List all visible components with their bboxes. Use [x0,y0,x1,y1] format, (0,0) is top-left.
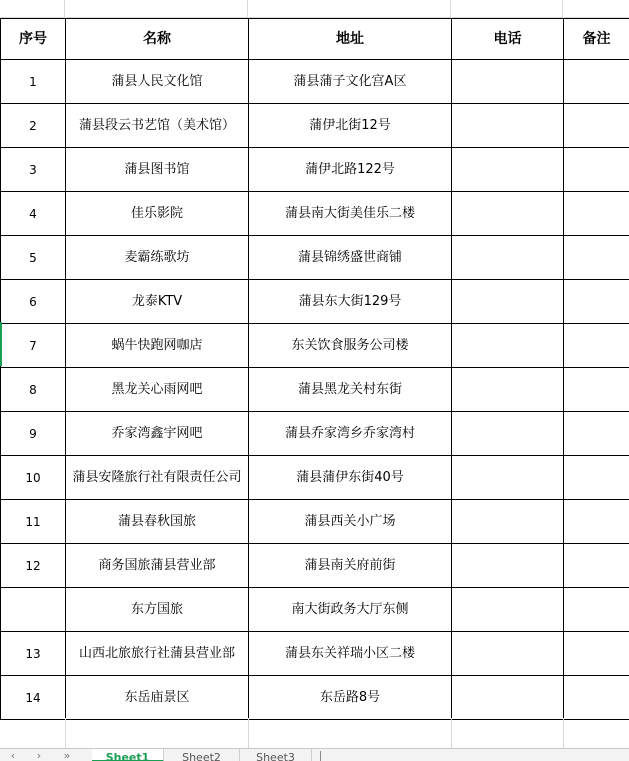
prev-sheet-icon[interactable]: ‹ [10,749,16,761]
header-cell-note[interactable]: 备注 [564,19,629,60]
table-row [1,544,629,588]
note-cell[interactable] [564,500,629,544]
address-cell[interactable]: 蒲县西关小广场 [249,500,452,544]
row-number-cell[interactable]: 12 [1,544,66,588]
sheet-tab-bar [0,748,629,761]
table-row [1,676,629,720]
address-cell[interactable]: 蒲县黑龙关村东街 [249,368,452,412]
address-cell[interactable]: 蒲县东关祥瑞小区二楼 [249,632,452,676]
note-cell[interactable] [564,60,629,104]
table-row [1,412,629,456]
phone-cell[interactable] [452,192,564,236]
note-cell[interactable] [564,588,629,632]
phone-cell[interactable] [452,676,564,720]
note-cell[interactable] [564,192,629,236]
row-selection-marker [0,322,2,366]
table-row [1,456,629,500]
name-cell[interactable]: 蒲县段云书艺馆（美术馆） [66,104,249,148]
data-table [0,18,629,720]
name-cell[interactable]: 乔家湾鑫宇网吧 [66,412,249,456]
phone-cell[interactable] [452,456,564,500]
phone-cell[interactable] [452,324,564,368]
address-cell[interactable]: 蒲县南大街美佳乐二楼 [249,192,452,236]
address-cell[interactable]: 蒲县东大街129号 [249,280,452,324]
row-number-cell[interactable]: 14 [1,676,66,720]
table-row [1,148,629,192]
table-row [1,324,629,368]
address-cell[interactable]: 蒲伊北街12号 [249,104,452,148]
tab-sheet3[interactable]: Sheet3 [240,749,312,761]
row-number-cell[interactable]: 6 [1,280,66,324]
row-number-cell[interactable]: 9 [1,412,66,456]
phone-cell[interactable] [452,280,564,324]
phone-cell[interactable] [452,588,564,632]
header-cell-address[interactable]: 地址 [249,19,452,60]
address-cell[interactable]: 蒲伊北路122号 [249,148,452,192]
address-cell[interactable]: 蒲县蒲子文化宫A区 [249,60,452,104]
phone-cell[interactable] [452,60,564,104]
row-number-cell[interactable] [1,588,66,632]
phone-cell[interactable] [452,500,564,544]
header-cell-name[interactable]: 名称 [66,19,249,60]
note-cell[interactable] [564,148,629,192]
row-number-cell[interactable]: 10 [1,456,66,500]
table-row [1,588,629,632]
note-cell[interactable] [564,544,629,588]
address-cell[interactable]: 蒲县蒲伊东街40号 [249,456,452,500]
address-cell[interactable]: 东岳路8号 [249,676,452,720]
phone-cell[interactable] [452,412,564,456]
next-sheet-icon[interactable]: › [36,749,42,761]
note-cell[interactable] [564,368,629,412]
tab-sheet1[interactable]: Sheet1 [92,749,164,761]
phone-cell[interactable] [452,104,564,148]
empty-grid-row [0,718,629,748]
table-row [1,500,629,544]
name-cell[interactable]: 蒲县图书馆 [66,148,249,192]
note-cell[interactable] [564,456,629,500]
table-row [1,192,629,236]
row-number-cell[interactable]: 5 [1,236,66,280]
name-cell[interactable]: 龙泰KTV [66,280,249,324]
row-number-cell[interactable]: 3 [1,148,66,192]
address-cell[interactable]: 南大街政务大厅东侧 [249,588,452,632]
table-row [1,632,629,676]
note-cell[interactable] [564,676,629,720]
row-number-cell[interactable]: 4 [1,192,66,236]
table-row [1,60,629,104]
name-cell[interactable]: 佳乐影院 [66,192,249,236]
note-cell[interactable] [564,236,629,280]
phone-cell[interactable] [452,368,564,412]
phone-cell[interactable] [452,632,564,676]
table-row [1,104,629,148]
note-cell[interactable] [564,324,629,368]
name-cell[interactable]: 东岳庙景区 [66,676,249,720]
address-cell[interactable]: 蒲县南关府前街 [249,544,452,588]
row-number-cell[interactable]: 13 [1,632,66,676]
name-cell[interactable]: 蒲县春秋国旅 [66,500,249,544]
tab-separator [320,751,321,761]
table-row [1,280,629,324]
name-cell[interactable]: 黑龙关心雨网吧 [66,368,249,412]
phone-cell[interactable] [452,148,564,192]
note-cell[interactable] [564,104,629,148]
address-cell[interactable]: 蒲县锦绣盛世商铺 [249,236,452,280]
name-cell[interactable]: 蒲县安隆旅行社有限责任公司 [66,456,249,500]
name-cell[interactable]: 山西北旅旅行社蒲县营业部 [66,632,249,676]
name-cell[interactable]: 商务国旅蒲县营业部 [66,544,249,588]
tab-sheet2[interactable]: Sheet2 [164,749,240,761]
note-cell[interactable] [564,632,629,676]
name-cell[interactable]: 蒲县人民文化馆 [66,60,249,104]
address-cell[interactable]: 蒲县乔家湾乡乔家湾村 [249,412,452,456]
row-number-cell[interactable]: 1 [1,60,66,104]
row-number-cell[interactable]: 2 [1,104,66,148]
header-row [1,19,629,60]
phone-cell[interactable] [452,544,564,588]
table-row [1,368,629,412]
last-sheet-icon[interactable]: » [63,749,71,761]
row-number-cell[interactable]: 7 [1,324,66,368]
note-cell[interactable] [564,412,629,456]
phone-cell[interactable] [452,236,564,280]
row-number-cell[interactable]: 11 [1,500,66,544]
address-cell[interactable]: 东关饮食服务公司楼 [249,324,452,368]
name-cell[interactable]: 麦霸练歌坊 [66,236,249,280]
name-cell[interactable]: 蜗牛快跑网咖店 [66,324,249,368]
table-row [1,236,629,280]
header-cell-no[interactable]: 序号 [1,19,66,60]
note-cell[interactable] [564,280,629,324]
row-number-cell[interactable]: 8 [1,368,66,412]
header-cell-phone[interactable]: 电话 [452,19,564,60]
top-grid-strip [0,0,629,18]
name-cell[interactable]: 东方国旅 [66,588,249,632]
